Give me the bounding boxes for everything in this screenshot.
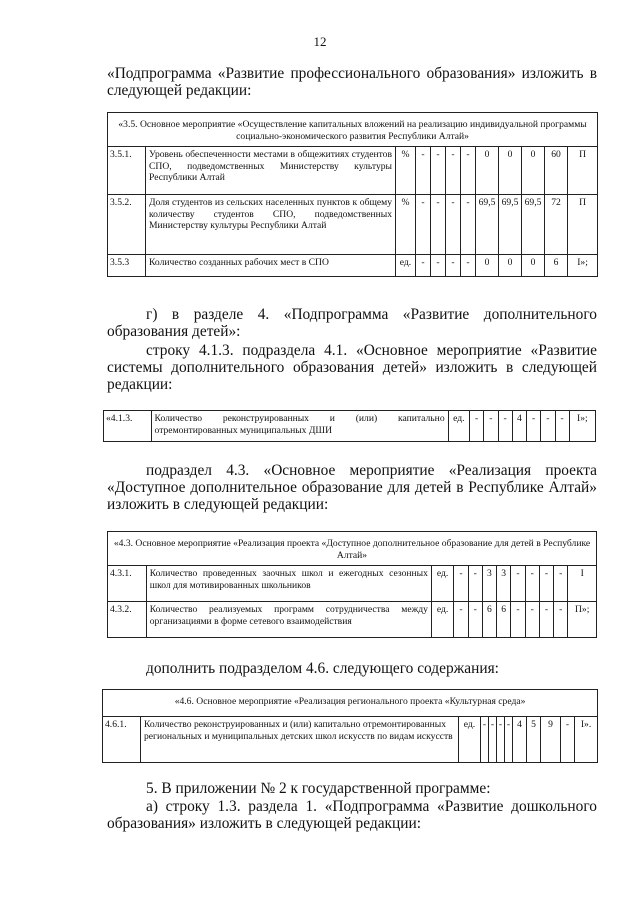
row-number: 4.3.1. <box>108 566 147 602</box>
row-value: - <box>431 255 446 277</box>
row-number: 3.5.1. <box>108 147 146 195</box>
table-row <box>104 411 596 442</box>
row-last: I». <box>575 717 598 763</box>
row-value: 3 <box>497 566 511 602</box>
row-value: 69,5 <box>476 195 499 255</box>
row-value: - <box>461 255 476 277</box>
row-last: П <box>568 147 598 195</box>
row-value: - <box>431 147 446 195</box>
row-value: 69,5 <box>499 195 522 255</box>
row-value: 9 <box>541 717 561 763</box>
row-value: - <box>527 411 541 442</box>
row-last: I»; <box>569 411 595 442</box>
intro-paragraph: «Подпрограмма «Развитие профессионального образования» изложить в следующей редакции: <box>107 65 597 99</box>
row-value: 6 <box>482 602 496 638</box>
row-unit: % <box>396 147 416 195</box>
row-last: П <box>568 195 598 255</box>
row-value: 6 <box>545 255 568 277</box>
row-unit: ед. <box>431 566 453 602</box>
row-value: 3 <box>482 566 496 602</box>
row-value: - <box>511 602 525 638</box>
row-number: 3.5.3 <box>108 255 146 277</box>
table-row <box>108 566 597 602</box>
row-value: 0 <box>499 147 522 195</box>
row-value: 5 <box>527 717 541 763</box>
row-value: - <box>454 566 468 602</box>
table-row <box>108 147 598 195</box>
row-description: Уровень обеспеченности местами в общежитиях студентов СПО, подведомственных Министерству культуры Республики Алтай <box>146 147 396 195</box>
row-description: Количество созданных рабочих мест в СПО <box>146 255 396 277</box>
row-value: - <box>555 411 569 442</box>
row-value: 0 <box>499 255 522 277</box>
row-description: Количество реконструированных и (или) капитально отремонтированных региональных и муниципальных детских школ искусств по видам искусств <box>141 717 459 763</box>
row-value: - <box>416 147 431 195</box>
table-header: «4.6. Основное мероприятие «Реализация регионального проекта «Культурная среда» <box>103 690 598 717</box>
paragraph-row-4-1-3: строку 4.1.3. подраздела 4.1. «Основное мероприятие «Развитие системы дополнительного образования детей» изложить в следующей редакции: <box>107 342 597 393</box>
row-unit: % <box>396 195 416 255</box>
row-value: - <box>484 411 498 442</box>
row-unit: ед. <box>431 602 453 638</box>
row-value: - <box>511 566 525 602</box>
table-4-3 <box>107 531 597 638</box>
row-value: 72 <box>545 195 568 255</box>
table-row <box>108 602 597 638</box>
row-unit: ед. <box>459 717 481 763</box>
row-value: - <box>539 602 553 638</box>
row-last: I <box>568 566 597 602</box>
row-value: 69,5 <box>522 195 545 255</box>
row-description: Доля студентов из сельских населенных пунктов к общему количеству студентов СПО, подведомственных Министерству культуры Республики Алтай <box>146 195 396 255</box>
row-last: П»; <box>568 602 597 638</box>
paragraph-5: 5. В приложении № 2 к государственной программе: <box>146 780 491 797</box>
row-value: - <box>561 717 575 763</box>
row-value: - <box>446 195 461 255</box>
row-value: - <box>454 602 468 638</box>
paragraph-add-4-6: дополнить подразделом 4.6. следующего содержания: <box>146 660 499 677</box>
row-value: - <box>541 411 555 442</box>
row-value: - <box>461 195 476 255</box>
table-3-5 <box>107 112 598 277</box>
table-row <box>108 255 598 277</box>
paragraph-a: а) строку 1.3. раздела 1. «Подпрограмма «Развитие дошкольного образования» изложить в следующей редакции: <box>107 798 597 832</box>
row-value: - <box>489 717 497 763</box>
row-value: 6 <box>497 602 511 638</box>
row-value: - <box>461 147 476 195</box>
row-value: - <box>554 566 568 602</box>
paragraph-subsection-4-3: подраздел 4.3. «Основное мероприятие «Реализация проекта «Доступное дополнительное образование для детей в Республике Алтай» изложить в следующей редакции: <box>107 462 597 513</box>
row-value: - <box>446 255 461 277</box>
row-value: - <box>497 717 505 763</box>
row-number: 4.3.2. <box>108 602 147 638</box>
row-value: - <box>505 717 513 763</box>
table-row <box>103 717 598 763</box>
row-value: 0 <box>522 255 545 277</box>
row-value: - <box>481 717 489 763</box>
row-value: - <box>431 195 446 255</box>
row-value: - <box>416 255 431 277</box>
paragraph-g: г) в разделе 4. «Подпрограмма «Развитие дополнительного образования детей»: <box>107 306 597 340</box>
row-value: - <box>446 147 461 195</box>
row-number: 4.6.1. <box>103 717 141 763</box>
row-value: - <box>525 602 539 638</box>
row-unit: ед. <box>448 411 469 442</box>
table-4-1-3 <box>103 410 596 442</box>
row-value: - <box>468 566 482 602</box>
row-value: - <box>498 411 512 442</box>
row-last: I»; <box>568 255 598 277</box>
table-row <box>108 195 598 255</box>
row-value: - <box>470 411 484 442</box>
row-value: - <box>539 566 553 602</box>
row-value: 4 <box>512 411 526 442</box>
row-number: 3.5.2. <box>108 195 146 255</box>
table-4-6 <box>102 689 598 763</box>
table-header: «4.3. Основное мероприятие «Реализация проекта «Доступное дополнительное образование для детей в Республике Алтай» <box>108 532 597 566</box>
row-value: 4 <box>513 717 527 763</box>
row-value: 0 <box>522 147 545 195</box>
row-value: 0 <box>476 147 499 195</box>
page-number: 12 <box>313 34 327 49</box>
row-value: - <box>554 602 568 638</box>
row-description: Количество проведенных заочных школ и ежегодных сезонных школ для мотивированных школьников <box>146 566 431 602</box>
row-value: - <box>525 566 539 602</box>
row-value: - <box>468 602 482 638</box>
row-description: Количество реконструированных и (или) капитально отремонтированных муниципальных ДШИ <box>151 411 448 442</box>
row-value: - <box>416 195 431 255</box>
row-value: 60 <box>545 147 568 195</box>
row-description: Количество реализуемых программ сотрудничества между организациями в форме сетевого взаимодействия <box>146 602 431 638</box>
row-unit: ед. <box>396 255 416 277</box>
table-header: «3.5. Основное мероприятие «Осуществление капитальных вложений на реализацию индивидуальной программы социально-экономического развития Республики Алтай» <box>108 113 598 147</box>
row-value: 0 <box>476 255 499 277</box>
row-number: «4.1.3. <box>104 411 152 442</box>
